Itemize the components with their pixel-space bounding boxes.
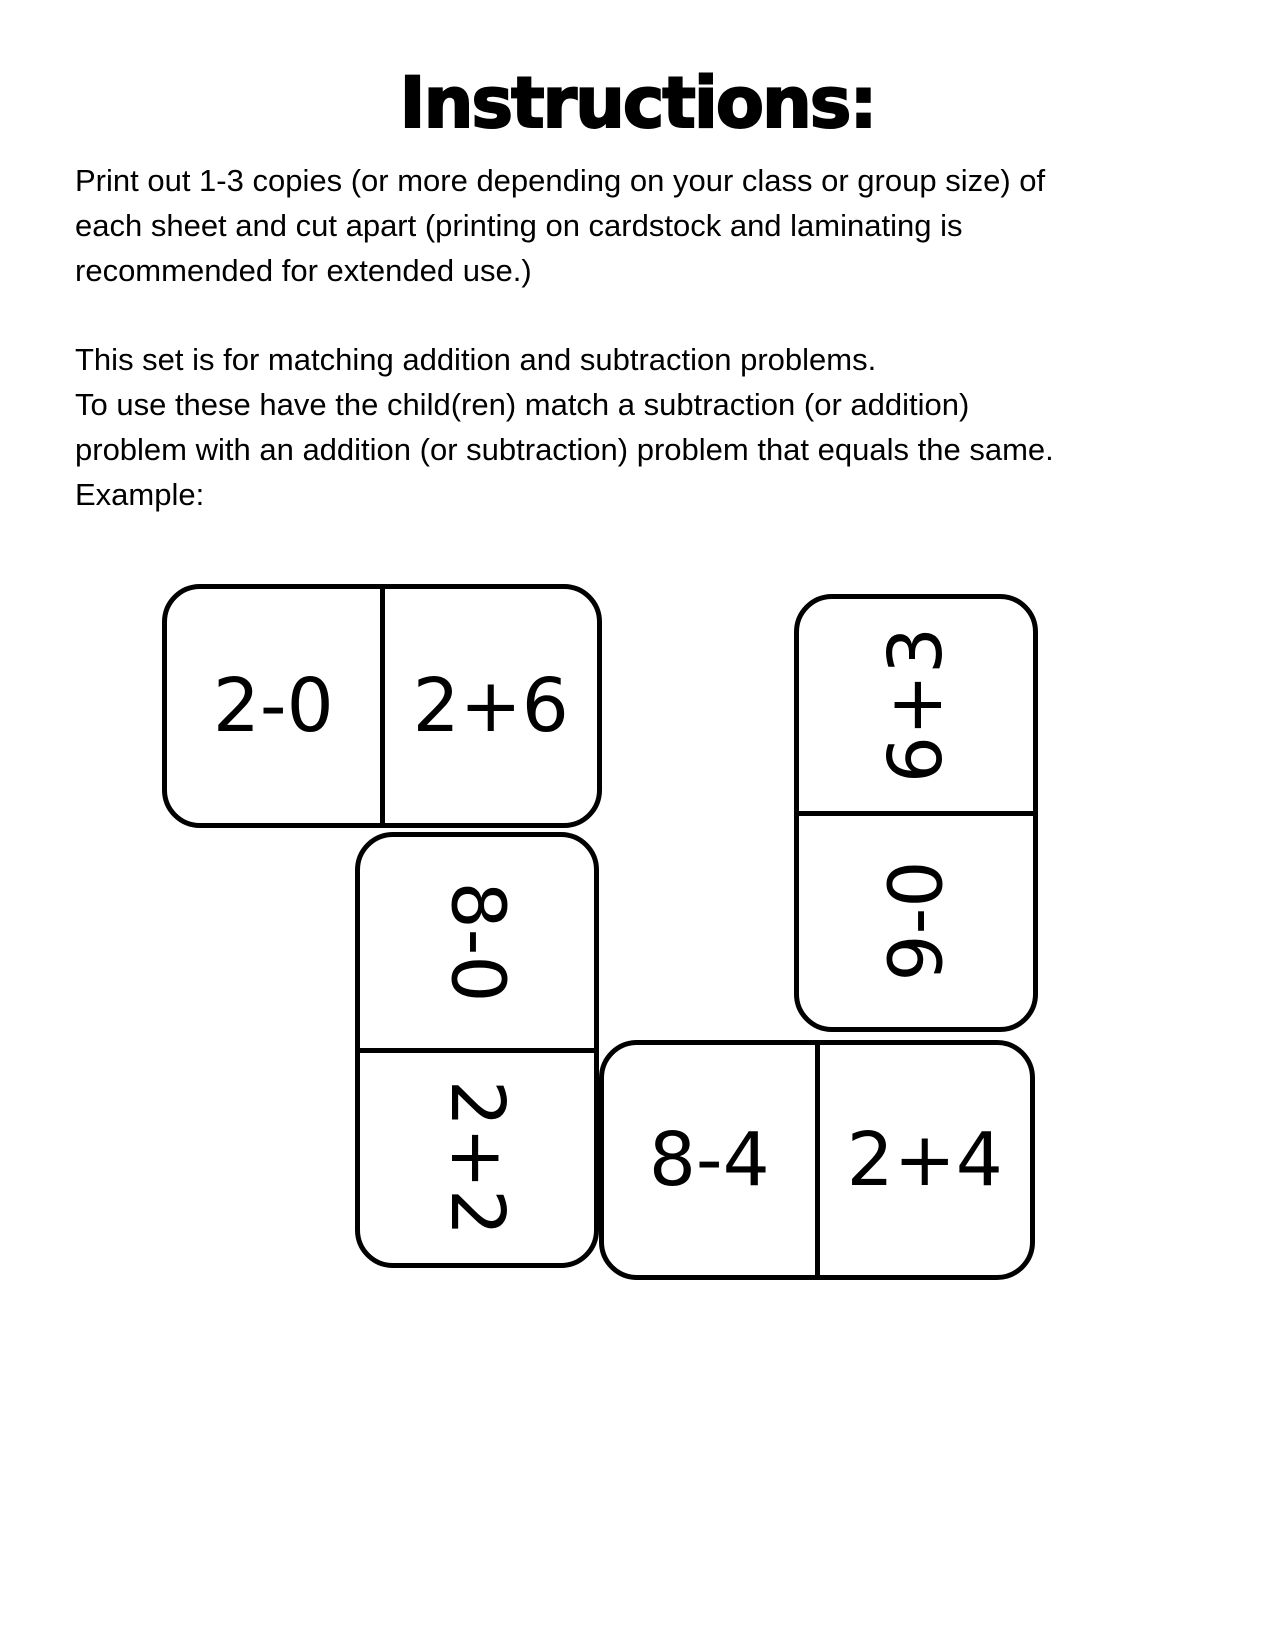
domino-half — [385, 589, 598, 823]
domino-face-text: 6+3 — [872, 626, 959, 783]
domino-face-text: 2+6 — [412, 663, 569, 749]
example-label: Example: — [75, 477, 205, 512]
page-title: Instructions: — [399, 62, 876, 144]
domino-face-text: 9-0 — [873, 860, 959, 982]
domino-card — [794, 594, 1038, 1032]
domino-face-text: 8-4 — [648, 1117, 770, 1203]
domino-face-text: 2+2 — [433, 1079, 520, 1236]
domino-card — [162, 584, 602, 828]
text-line: This set is for matching addition and subtraction problems. — [75, 342, 877, 377]
domino-half — [820, 1045, 1031, 1275]
domino-face-text: 2+4 — [846, 1117, 1003, 1203]
domino-half — [799, 816, 1033, 1028]
domino-card — [355, 832, 599, 1268]
text-line: To use these have the child(ren) match a subtraction (or addition) — [75, 387, 970, 422]
usage-instructions — [75, 337, 1215, 517]
domino-half — [360, 837, 594, 1053]
text-line: recommended for extended use.) — [75, 253, 532, 288]
domino-half — [360, 1053, 594, 1264]
domino-half — [799, 599, 1033, 816]
domino-half — [604, 1045, 820, 1275]
text-line: Print out 1-3 copies (or more depending on your class or group size) of — [75, 163, 1046, 198]
domino-card — [599, 1040, 1035, 1280]
text-line: each sheet and cut apart (printing on cardstock and laminating is — [75, 208, 963, 243]
domino-face-text: 2-0 — [212, 663, 334, 749]
domino-face-text: 8-0 — [434, 881, 520, 1003]
domino-half — [167, 589, 385, 823]
text-line: problem with an addition (or subtraction) problem that equals the same. — [75, 432, 1054, 467]
printing-instructions — [75, 158, 1215, 293]
